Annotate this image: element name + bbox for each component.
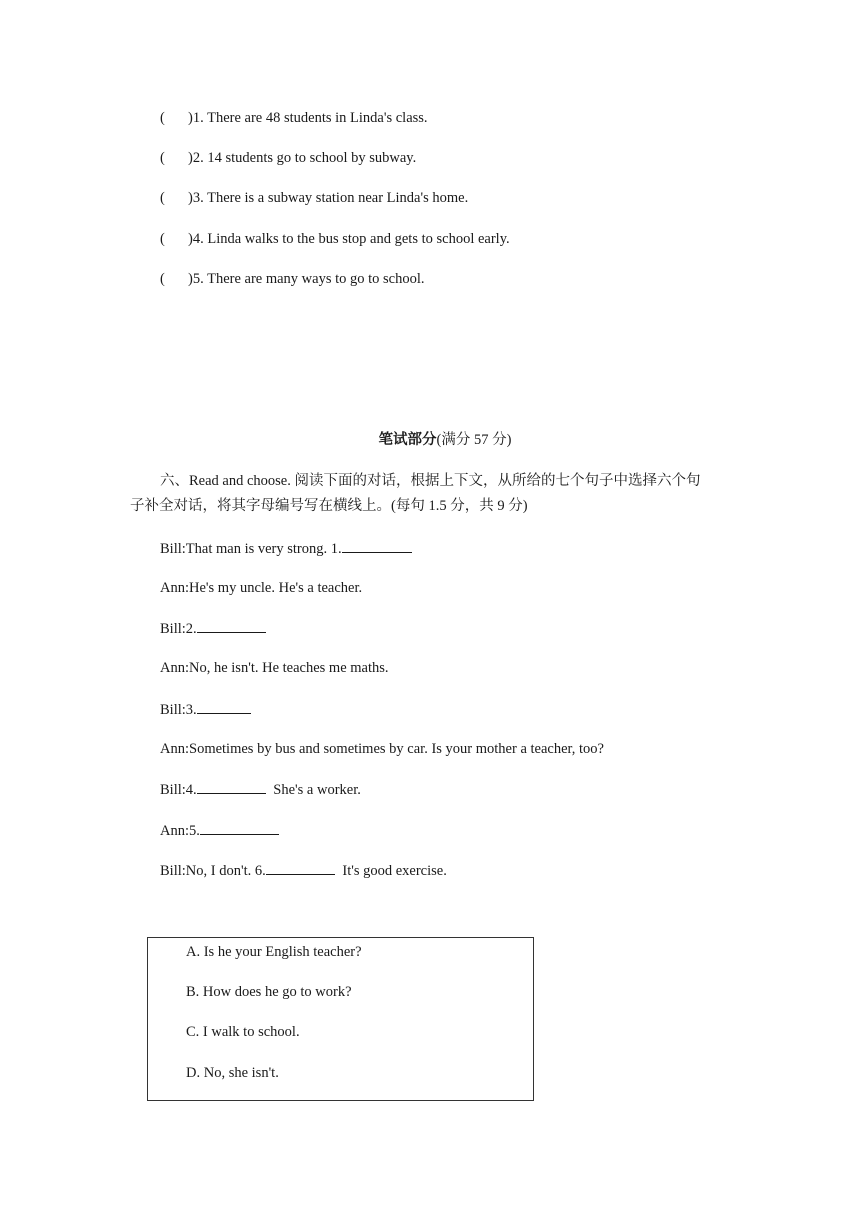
dialogue-line-9 [160,860,447,881]
tf-item-5 [160,269,425,289]
tf-item-2 [160,148,416,168]
answer-blank-6[interactable] [266,860,335,875]
tf-statement: 2. 14 students go to school by subway. [192,150,417,166]
answer-paren-open[interactable]: ( [160,190,165,206]
section6-instruction-line1: 六、Read and choose. 阅读下面的对话，根据上下文，从所给的七个句子中选择六个句 [160,473,701,489]
answer-blank-4[interactable] [197,779,266,794]
dialogue-text: Bill:That man is very strong. 1. [160,541,342,557]
dialogue-text: Ann:Sometimes by bus and sometimes by car. Is your mother a teacher, too? [160,741,604,757]
dialogue-line-7 [160,779,361,800]
options-box [147,937,534,1101]
answer-paren-close: ) [188,231,193,247]
tf-item-3 [160,188,468,208]
dialogue-line-6 [160,739,604,759]
dialogue-text: Bill:2. [160,621,197,637]
dialogue-text: Ann:No, he isn't. He teaches me maths. [160,660,389,676]
dialogue-line-8 [160,820,279,841]
dialogue-line-3 [160,618,266,639]
dialogue-text-after: It's good exercise. [338,863,447,879]
tf-statement: 1. There are 48 students in Linda's class. [192,110,428,126]
dialogue-text: Ann:He's my uncle. He's a teacher. [160,580,363,596]
dialogue-line-5 [160,699,251,720]
tf-item-1 [160,108,428,128]
answer-paren-close: ) [188,110,193,126]
dialogue-line-2 [160,578,362,598]
dialogue-line-4 [160,658,389,678]
option-c: C. I walk to school. [186,1024,300,1040]
dialogue-text: Ann:5. [160,823,200,839]
written-part-title-bold: 笔试部分 [378,432,437,448]
answer-paren-open[interactable]: ( [160,110,165,126]
tf-statement: 5. There are many ways to go to school. [192,271,425,287]
answer-blank-1[interactable] [342,538,412,553]
option-a: A. Is he your English teacher? [186,944,362,960]
dialogue-line-1 [160,538,412,559]
answer-paren-open[interactable]: ( [160,271,165,287]
answer-blank-2[interactable] [197,618,266,633]
answer-paren-close: ) [188,271,193,287]
dialogue-text: Bill:4. [160,782,197,798]
written-part-title [0,430,860,450]
section6-instruction-line2: 子补全对话，将其字母编号写在横线上。(每句 1.5 分，共 9 分) [130,498,528,514]
tf-item-4 [160,229,510,249]
written-part-title-score: (满分 57 分) [436,432,512,448]
dialogue-text: Bill:No, I don't. 6. [160,863,266,879]
option-b: B. How does he go to work? [186,984,352,1000]
answer-paren-close: ) [188,190,193,206]
answer-paren-open[interactable]: ( [160,231,165,247]
answer-blank-5[interactable] [200,820,279,835]
tf-statement: 3. There is a subway station near Linda's home. [192,190,469,206]
answer-paren-open[interactable]: ( [160,150,165,166]
answer-blank-3[interactable] [197,699,251,714]
dialogue-text: Bill:3. [160,702,197,718]
tf-statement: 4. Linda walks to the bus stop and gets to school early. [192,231,510,247]
dialogue-text-after: She's a worker. [269,782,361,798]
option-d: D. No, she isn't. [186,1065,279,1081]
answer-paren-close: ) [188,150,193,166]
